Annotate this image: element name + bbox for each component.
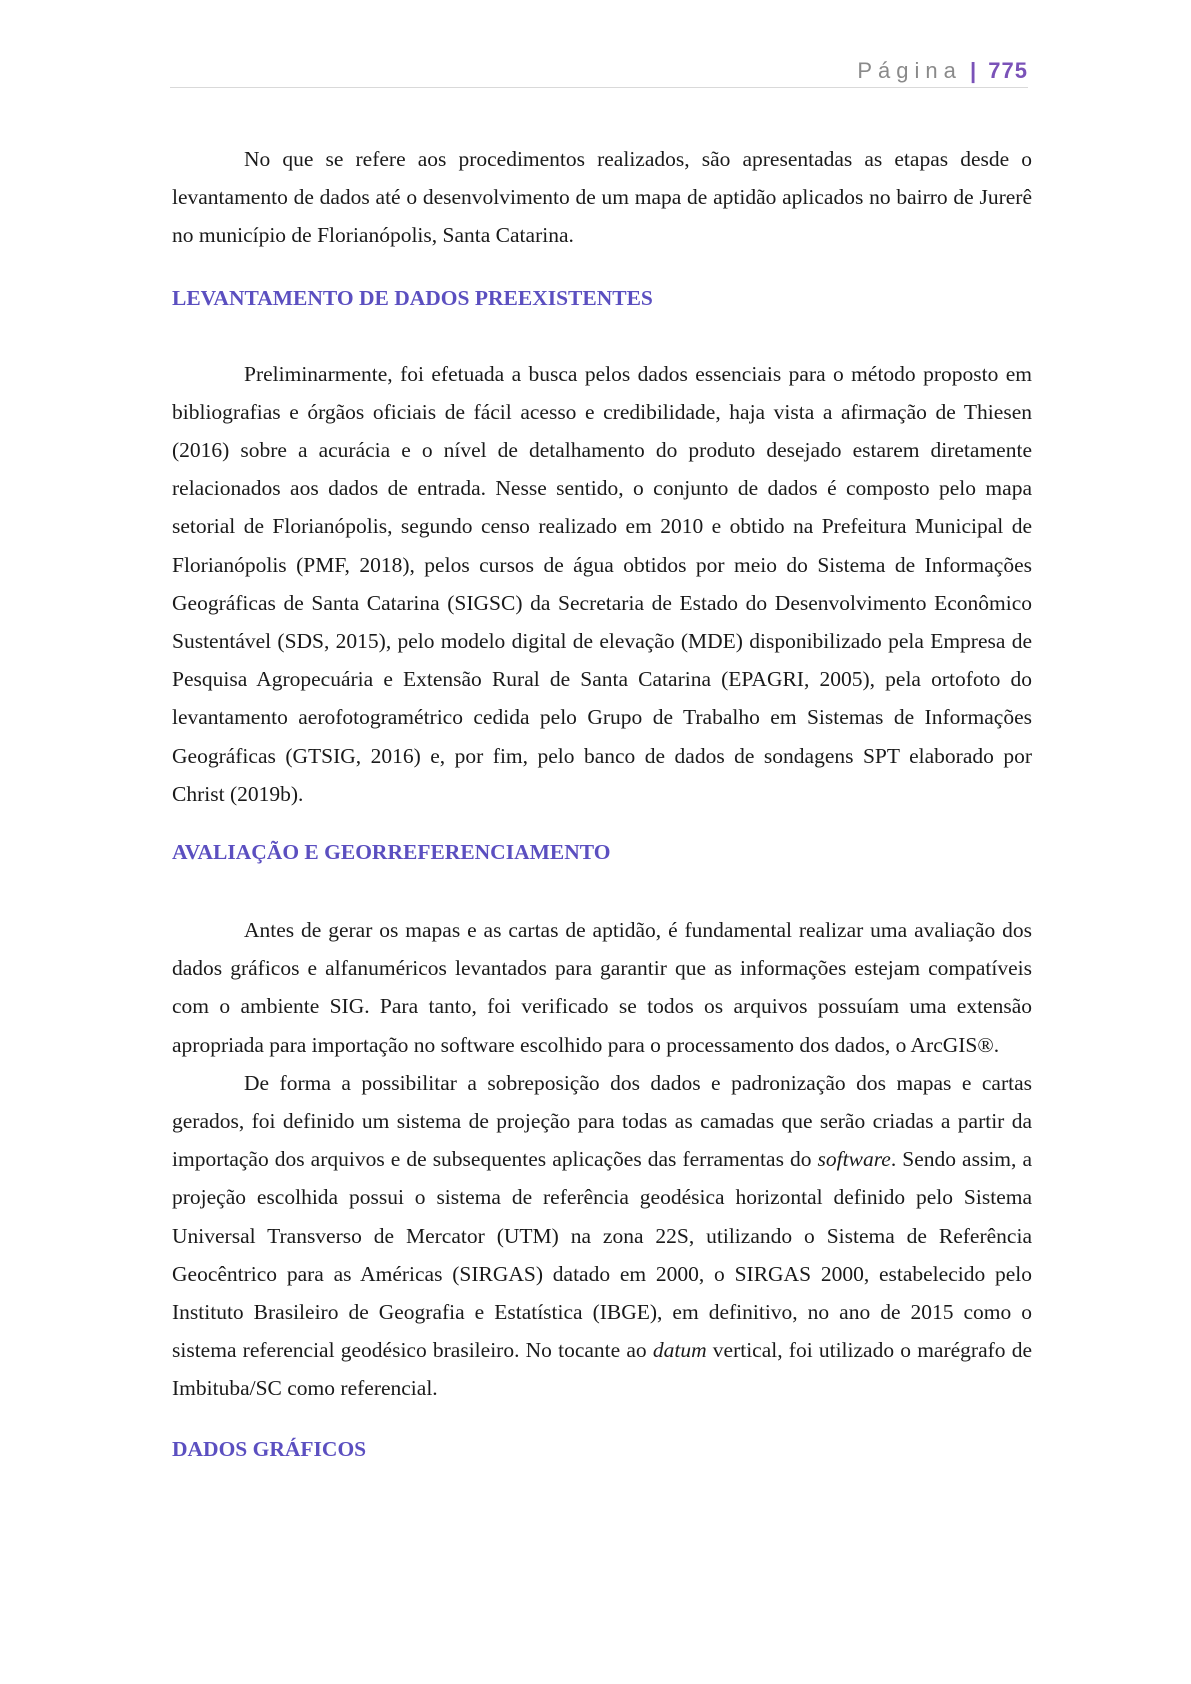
header-separator: |	[970, 58, 977, 83]
avaliacao-p2-text-c: vertical, foi utilizado o marégrafo de Imbituba/SC como referencial.	[172, 1338, 1033, 1401]
section-heading-levantamento: LEVANTAMENTO DE DADOS PREEXISTENTES	[172, 285, 653, 310]
avaliacao-p2-text-a: De forma a possibilitar a sobreposição dos dados e padronização dos mapas e cartas gerados, foi definido um sistema de projeção para todas as camadas que serão criadas a partir da importação dos arquivos e de subsequentes aplicações das ferramentas do	[172, 1070, 1032, 1172]
datum-emphasis: datum	[652, 1338, 707, 1363]
avaliacao-paragraph-1: Antes de gerar os mapas e as cartas de aptidão, é fundamental realizar uma avaliação dos dados gráficos e alfanuméricos levantados para garantir que as informações estejam compatíveis com o ambiente SIG. Para tanto, foi verificado se todos os arquivos possuíam uma extensão apropriada para importação no software escolhido para o processamento dos dados, o ArcGIS®.	[172, 918, 1032, 1057]
section-heading-avaliacao: AVALIAÇÃO E GEORREFERENCIAMENTO	[172, 840, 611, 865]
page-number: 775	[988, 58, 1028, 83]
section-heading-dados-graficos: DADOS GRÁFICOS	[172, 1436, 367, 1461]
levantamento-paragraph: Preliminarmente, foi efetuada a busca pelos dados essenciais para o método proposto em bibliografias e órgãos oficiais de fácil acesso e credibilidade, haja vista a afirmação de Thiesen (2016) sobre a acurácia e o nível de detalhamento do produto desejado estarem diretamente relacionados aos dados de entrada. Nesse sentido, o conjunto de dados é composto pelo mapa setorial de Florianópolis, segundo censo realizado em 2010 e obtido na Prefeitura Municipal de Florianópolis (PMF, 2018), pelos cursos de água obtidos por meio do Sistema de Informações Geográficas de Santa Catarina (SIGSC) da Secretaria de Estado do Desenvolvimento Econômico Sustentável (SDS, 2015), pelo modelo digital de elevação (MDE) disponibilizado pela Empresa de Pesquisa Agropecuária e Extensão Rural de Santa Catarina (EPAGRI, 2005), pela ortofoto do levantamento aerofotogramétrico cedida pelo Grupo de Trabalho em Sistemas de Informações Geográficas (GTSIG, 2016) e, por fim, pelo banco de dados de sondagens SPT elaborado por Christ (2019b).	[172, 361, 1032, 806]
software-emphasis: software	[817, 1147, 891, 1172]
page-header	[170, 55, 1028, 88]
avaliacao-p2-text-b: . Sendo assim, a projeção escolhida possui o sistema de referência geodésica horizontal definido pelo Sistema Universal Transverso de Mercator (UTM) na zona 22S, utilizando o Sistema de Referência Geocêntrico para as Américas (SIRGAS) datado em 2000, o SIRGAS 2000, estabelecido pelo Instituto Brasileiro de Geografia e Estatística (IBGE), em definitivo, no ano de 2015 como o sistema referencial geodésico brasileiro. No tocante ao	[172, 1147, 1032, 1363]
page-label: Página	[857, 58, 962, 83]
intro-paragraph: No que se refere aos procedimentos realizados, são apresentadas as etapas desde o levantamento de dados até o desenvolvimento de um mapa de aptidão aplicados no bairro de Jurerê no município de Florianópolis, Santa Catarina.	[172, 147, 1032, 248]
avaliacao-paragraph-2	[172, 1064, 1032, 1408]
document-body	[172, 140, 1032, 1464]
